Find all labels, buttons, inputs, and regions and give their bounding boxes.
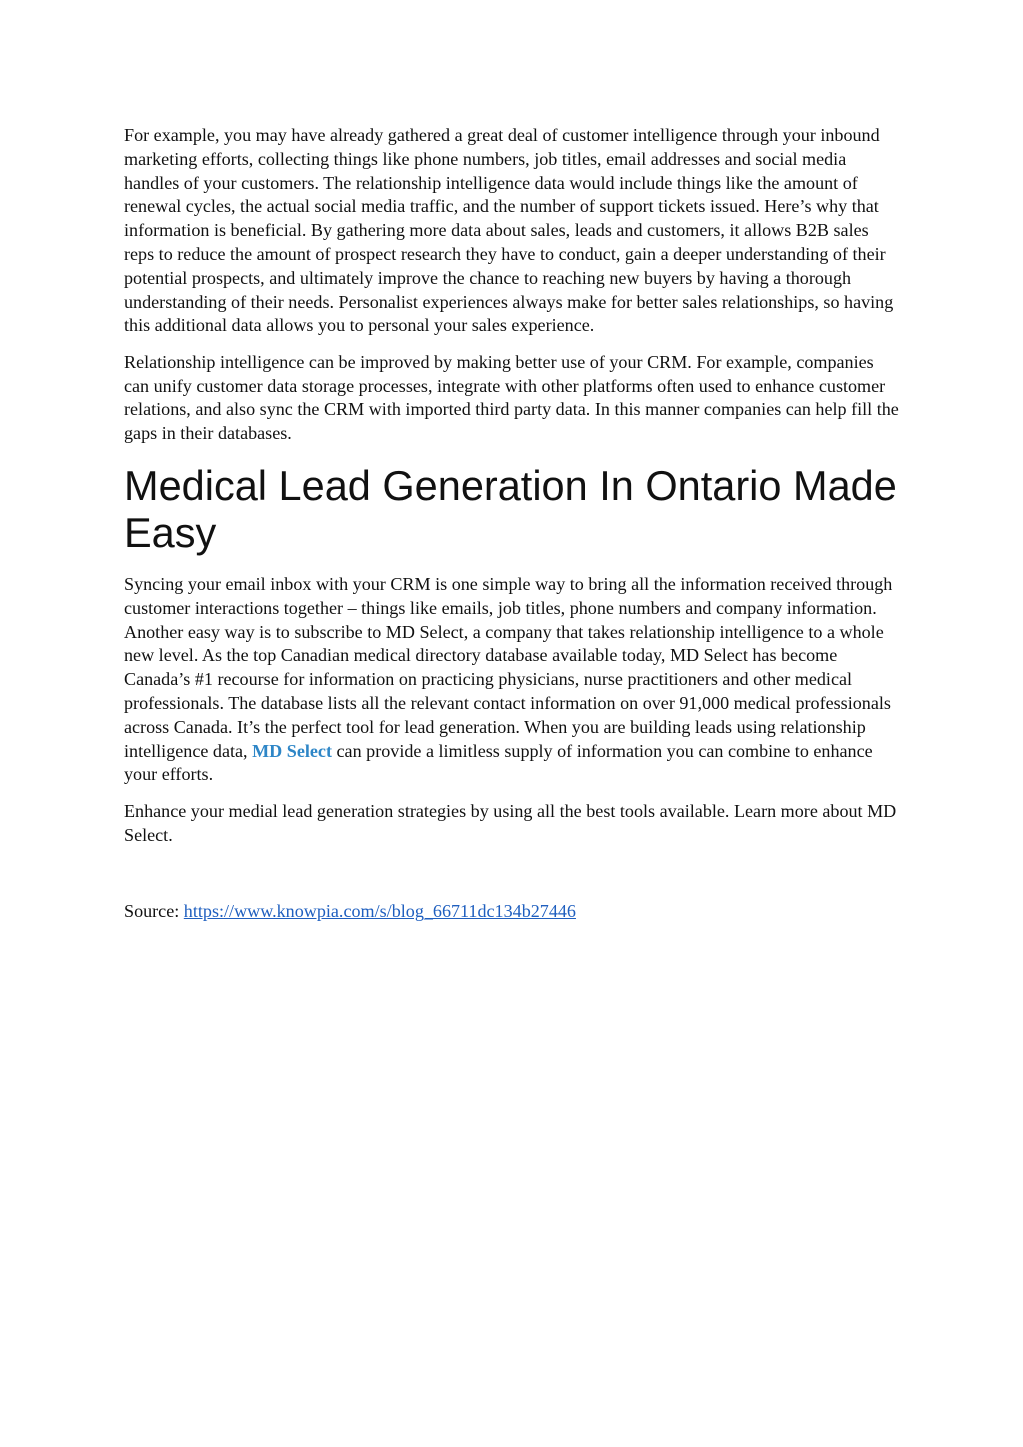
source-label: Source: xyxy=(124,901,184,922)
source-url-link[interactable]: https://www.knowpia.com/s/blog_66711dc134b27446 xyxy=(183,901,576,922)
paragraph-closing: Enhance your medial lead generation strategies by using all the best tools available. Learn more about MD Select. xyxy=(124,800,897,845)
paragraph-crm-improvement: Relationship intelligence can be improved by making better use of your CRM. For example, companies can unify customer data storage processes, integrate with other platforms often used to enhance customer relations, and also sync the CRM with imported third party data. In this manner companies can help fill the gaps in their databases. xyxy=(124,351,899,444)
paragraph-md-select-text-end: can provide a limitless supply of information you can combine to enhance your efforts. xyxy=(124,740,873,785)
md-select-link[interactable]: MD Select xyxy=(252,740,332,761)
source-line xyxy=(124,900,900,924)
paragraph-md-select xyxy=(124,573,900,787)
paragraph-md-select-text-start: Syncing your email inbox with your CRM is one simple way to bring all the information received through customer interactions together – things like emails, job titles, phone numbers and company information. Another easy way is to subscribe to MD Select, a company that takes relationship intelligence to a whole new level. As the top Canadian medical directory database available today, MD Select has become Canada’s #1 recourse for information on practicing physicians, nurse practitioners and other medical professionals. The database lists all the relevant contact information on over 91,000 medical professionals across Canada. It’s the perfect tool for lead generation. When you are building leads using relationship intelligence data, xyxy=(124,573,893,761)
paragraph-customer-intelligence: For example, you may have already gathered a great deal of customer intelligence through your inbound marketing efforts, collecting things like phone numbers, job titles, email addresses and social media handles of your customers. The relationship intelligence data would include things like the amount of renewal cycles, the actual social media traffic, and the number of support tickets issued. Here’s why that information is beneficial. By gathering more data about sales, leads and customers, it allows B2B sales reps to reduce the amount of prospect research they have to conduct, gain a deeper understanding of their potential prospects, and ultimately improve the chance to reaching new buyers by having a thorough understanding of their needs. Personalist experiences always make for better sales relationships, so having this additional data allows you to personal your sales experience. xyxy=(124,125,894,336)
section-heading: Medical Lead Generation In Ontario Made Easy xyxy=(124,461,897,557)
document-page xyxy=(124,124,900,937)
